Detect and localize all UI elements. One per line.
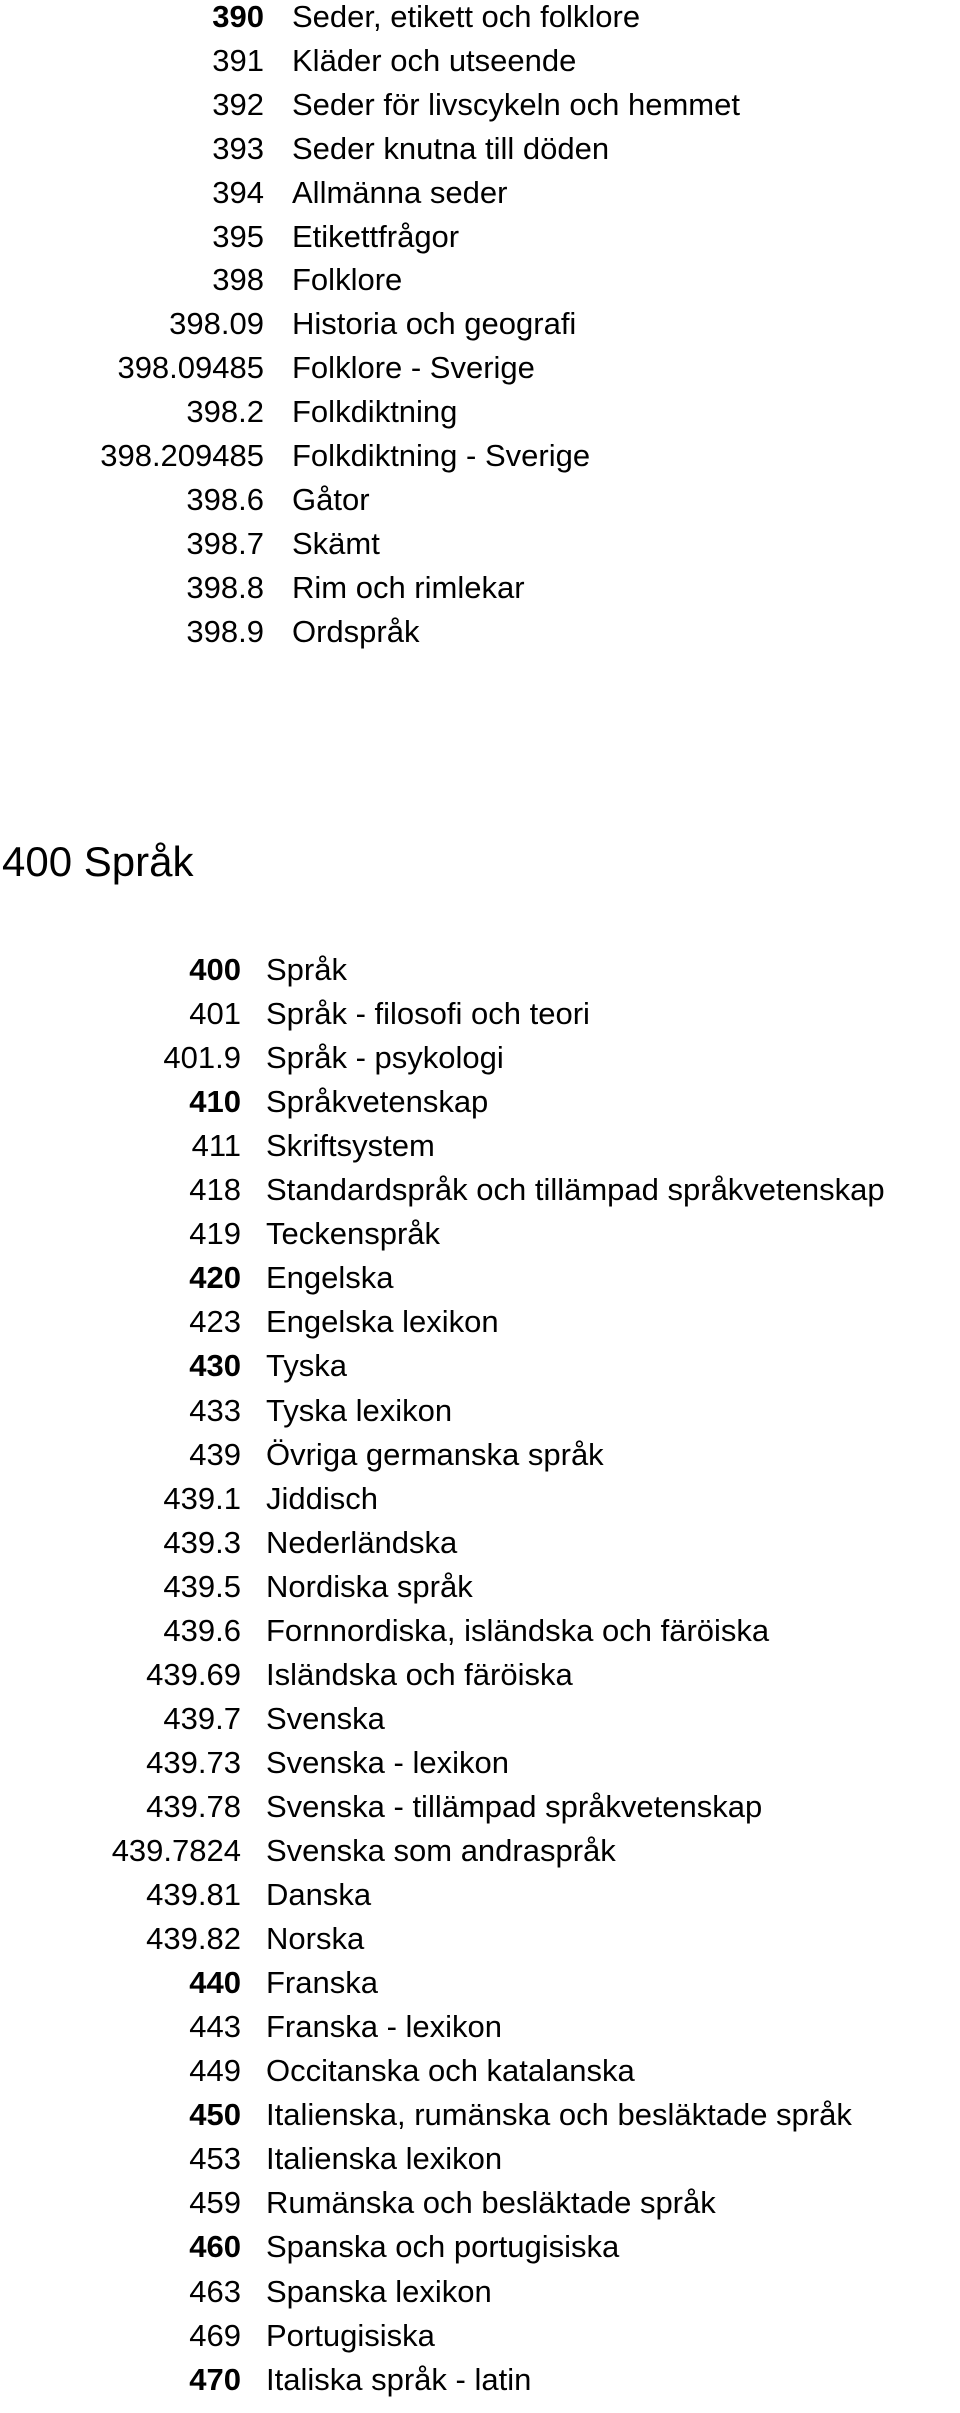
classification-label: Folklore bbox=[292, 262, 403, 298]
classification-label: Gåtor bbox=[292, 481, 370, 517]
classification-row bbox=[0, 992, 960, 1036]
classification-row bbox=[0, 2270, 960, 2314]
classification-code: 401.9 bbox=[163, 1040, 241, 1076]
classification-label: Tyska bbox=[266, 1348, 347, 1384]
classification-row bbox=[0, 1873, 960, 1917]
classification-label: Danska bbox=[266, 1877, 372, 1913]
classification-row bbox=[0, 390, 960, 434]
classification-label: Fornnordiska, isländska och färöiska bbox=[266, 1612, 770, 1648]
classification-code: 439.82 bbox=[146, 1921, 241, 1957]
classification-row bbox=[0, 1344, 960, 1388]
classification-code: 393 bbox=[212, 130, 264, 166]
classification-code: 395 bbox=[212, 218, 264, 254]
classification-code: 433 bbox=[189, 1392, 241, 1428]
classification-row bbox=[0, 1389, 960, 1433]
classification-row bbox=[0, 1256, 960, 1300]
classification-row bbox=[0, 215, 960, 259]
classification-label: Italiska språk - latin bbox=[266, 2361, 532, 2397]
classification-code: 398.09 bbox=[169, 306, 264, 342]
classification-label: Språk - filosofi och teori bbox=[266, 996, 590, 1032]
classification-label: Isländska och färöiska bbox=[266, 1656, 573, 1692]
classification-row bbox=[0, 2225, 960, 2269]
classification-code: 439 bbox=[189, 1436, 241, 1472]
classification-code: 398 bbox=[212, 262, 264, 298]
classification-row bbox=[0, 1961, 960, 2005]
classification-row bbox=[0, 1917, 960, 1961]
classification-row bbox=[0, 302, 960, 346]
classification-label: Svenska som andraspråk bbox=[266, 1833, 616, 1868]
classification-code: 459 bbox=[189, 2185, 241, 2221]
classification-row bbox=[0, 1300, 960, 1344]
classification-code: 398.209485 bbox=[100, 438, 264, 473]
classification-label: Engelska lexikon bbox=[266, 1304, 499, 1340]
classification-code: 470 bbox=[189, 2361, 241, 2397]
classification-code: 420 bbox=[189, 1260, 241, 1296]
classification-row bbox=[0, 346, 960, 390]
classification-label: Teckenspråk bbox=[266, 1216, 441, 1252]
classification-code: 439.69 bbox=[146, 1656, 241, 1692]
classification-label: Italienska, rumänska och besläktade språk bbox=[266, 2097, 852, 2133]
classification-row bbox=[0, 1433, 960, 1477]
classification-code: 439.6 bbox=[163, 1612, 241, 1648]
classification-label: Jiddisch bbox=[266, 1480, 378, 1516]
classification-row bbox=[0, 1521, 960, 1565]
classification-row bbox=[0, 1697, 960, 1741]
classification-label: Italienska lexikon bbox=[266, 2141, 503, 2177]
classification-row bbox=[0, 83, 960, 127]
classification-row bbox=[0, 434, 960, 478]
classification-label: Historia och geografi bbox=[292, 306, 577, 342]
classification-row bbox=[0, 0, 960, 39]
classification-code: 439.7 bbox=[163, 1700, 241, 1736]
classification-code: 398.09485 bbox=[117, 350, 264, 386]
classification-row bbox=[0, 1785, 960, 1829]
classification-label: Svenska - tillämpad språkvetenskap bbox=[266, 1788, 763, 1824]
classification-row bbox=[0, 2049, 960, 2093]
classification-row bbox=[0, 39, 960, 83]
classification-label: Standardspråk och tillämpad språkvetenskap bbox=[266, 1172, 885, 1208]
classification-label: Occitanska och katalanska bbox=[266, 2053, 635, 2089]
classification-code: 400 bbox=[189, 952, 241, 987]
classification-code: 398.2 bbox=[186, 394, 264, 430]
classification-code: 411 bbox=[191, 1128, 241, 1164]
classification-code: 449 bbox=[189, 2053, 241, 2089]
classification-label: Skriftsystem bbox=[266, 1128, 435, 1164]
classification-code: 398.7 bbox=[186, 525, 264, 561]
classification-label: Portugisiska bbox=[266, 2317, 435, 2353]
classification-code: 453 bbox=[189, 2141, 241, 2177]
classification-label: Etikettfrågor bbox=[292, 218, 460, 254]
classification-label: Folkdiktning - Sverige bbox=[292, 438, 591, 473]
classification-label: Nederländska bbox=[266, 1524, 458, 1560]
classification-label: Spanska lexikon bbox=[266, 2273, 492, 2309]
classification-code: 394 bbox=[212, 174, 264, 210]
classification-label: Rim och rimlekar bbox=[292, 569, 525, 605]
classification-row bbox=[0, 2005, 960, 2049]
classification-code: 439.3 bbox=[163, 1524, 241, 1560]
classification-code: 463 bbox=[189, 2273, 241, 2309]
classification-row bbox=[0, 127, 960, 171]
classification-label: Språk bbox=[266, 952, 347, 987]
classification-code: 440 bbox=[189, 1965, 241, 2001]
classification-code: 390 bbox=[212, 0, 264, 34]
classification-label: Skämt bbox=[292, 525, 380, 561]
classification-row bbox=[0, 948, 960, 992]
classification-code: 460 bbox=[189, 2229, 241, 2265]
classification-label: Norska bbox=[266, 1921, 365, 1957]
classification-code: 423 bbox=[189, 1304, 241, 1340]
classification-label: Engelska bbox=[266, 1260, 394, 1296]
classification-row bbox=[0, 2181, 960, 2225]
classification-row bbox=[0, 2314, 960, 2358]
classification-row bbox=[0, 1080, 960, 1124]
classification-label: Allmänna seder bbox=[292, 174, 508, 210]
classification-row bbox=[0, 610, 960, 654]
classification-label: Kläder och utseende bbox=[292, 42, 577, 78]
classification-label: Svenska - lexikon bbox=[266, 1744, 509, 1780]
classification-label: Rumänska och besläktade språk bbox=[266, 2185, 716, 2221]
classification-row bbox=[0, 2137, 960, 2181]
classification-code: 410 bbox=[189, 1084, 241, 1120]
classification-label: Tyska lexikon bbox=[266, 1392, 453, 1428]
classification-label: Franska bbox=[266, 1965, 378, 2001]
classification-row bbox=[0, 1036, 960, 1080]
classification-label: Ordspråk bbox=[292, 613, 420, 649]
classification-code: 418 bbox=[189, 1172, 241, 1208]
classification-code: 439.81 bbox=[146, 1877, 241, 1913]
classification-row bbox=[0, 1477, 960, 1521]
classification-code: 391 bbox=[212, 42, 264, 78]
classification-row bbox=[0, 1212, 960, 1256]
classification-row bbox=[0, 2358, 960, 2402]
classification-label: Seder knutna till döden bbox=[292, 130, 610, 166]
classification-row bbox=[0, 1653, 960, 1697]
classification-label: Språk - psykologi bbox=[266, 1040, 504, 1076]
classification-row bbox=[0, 1829, 960, 1873]
classification-row bbox=[0, 1609, 960, 1653]
classification-row bbox=[0, 1168, 960, 1212]
classification-code: 439.78 bbox=[146, 1788, 241, 1824]
classification-label: Övriga germanska språk bbox=[266, 1436, 604, 1472]
classification-code: 439.5 bbox=[163, 1568, 241, 1604]
classification-label: Folklore - Sverige bbox=[292, 350, 535, 386]
classification-code: 450 bbox=[189, 2097, 241, 2133]
classification-row bbox=[0, 1565, 960, 1609]
classification-code: 398.8 bbox=[186, 569, 264, 605]
classification-row bbox=[0, 171, 960, 215]
classification-code: 419 bbox=[189, 1216, 241, 1252]
classification-code: 439.7824 bbox=[111, 1833, 241, 1868]
classification-code: 398.9 bbox=[186, 613, 264, 649]
classification-label: Spanska och portugisiska bbox=[266, 2229, 620, 2265]
classification-label: Seder, etikett och folklore bbox=[292, 0, 641, 34]
classification-row bbox=[0, 478, 960, 522]
classification-label: Nordiska språk bbox=[266, 1568, 473, 1604]
classification-code: 398.6 bbox=[186, 481, 264, 517]
classification-row bbox=[0, 1124, 960, 1168]
classification-row bbox=[0, 258, 960, 302]
classification-code: 430 bbox=[189, 1348, 241, 1384]
classification-row bbox=[0, 2093, 960, 2137]
classification-row bbox=[0, 522, 960, 566]
classification-code: 443 bbox=[189, 2009, 241, 2045]
classification-code: 439.1 bbox=[163, 1480, 241, 1516]
classification-code: 401 bbox=[189, 996, 241, 1032]
classification-label: Franska - lexikon bbox=[266, 2009, 503, 2045]
classification-code: 439.73 bbox=[146, 1744, 241, 1780]
classification-label: Folkdiktning bbox=[292, 394, 458, 430]
classification-label: Språkvetenskap bbox=[266, 1084, 489, 1120]
classification-label: Svenska bbox=[266, 1700, 385, 1736]
classification-row bbox=[0, 566, 960, 610]
classification-code: 469 bbox=[189, 2317, 241, 2353]
classification-code: 392 bbox=[212, 86, 264, 122]
classification-label: Seder för livscykeln och hemmet bbox=[292, 86, 740, 122]
section-heading: 400 Språk bbox=[2, 838, 194, 885]
classification-row bbox=[0, 1741, 960, 1785]
